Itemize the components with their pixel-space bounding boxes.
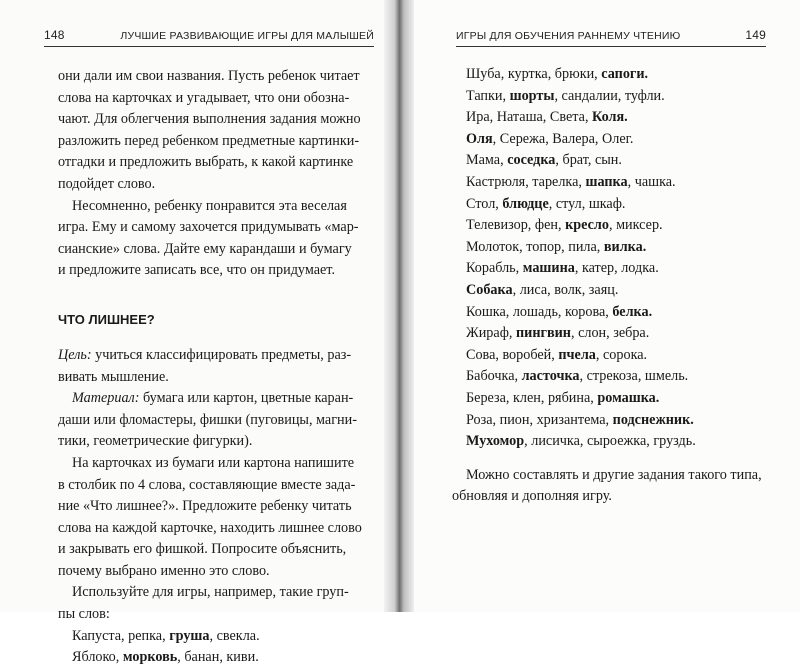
text-line: они дали им свои названия. Пусть ребенок читает bbox=[58, 68, 360, 84]
text-line: слова на карточках и угадывает, что они обозна- bbox=[58, 89, 350, 106]
word-group bbox=[466, 129, 772, 151]
text-line: отгадки и предложить выбрать, к какой картинке bbox=[58, 154, 354, 171]
odd-word: белка. bbox=[612, 303, 653, 320]
word-text: Телевизор, фен, bbox=[466, 217, 566, 234]
text-line: тики, геометрические фигурки). bbox=[58, 433, 253, 450]
text-line: и закрывать его фишкой. Попросите объяснить, bbox=[58, 541, 347, 558]
text-line: вивать мышление. bbox=[58, 368, 169, 385]
word-text: , катер, лодка. bbox=[574, 260, 659, 277]
word-text: Стол, bbox=[466, 195, 503, 212]
text-line: сианские» слова. Дайте ему карандаши и бумагу bbox=[58, 240, 352, 257]
word-text: , лисичка, сыроежка, груздь. bbox=[524, 433, 696, 450]
word-group-list bbox=[452, 64, 772, 453]
odd-word: пчела bbox=[558, 346, 596, 363]
odd-word: ромашка. bbox=[597, 389, 660, 406]
word-text: Ира, Наташа, Света, bbox=[466, 109, 593, 126]
text-line: подойдет слово. bbox=[58, 175, 156, 192]
odd-word: машина bbox=[522, 260, 575, 277]
word-text: , слон, зебра. bbox=[570, 325, 650, 342]
word-text: , сандалии, туфли. bbox=[554, 87, 665, 104]
odd-word: ласточка bbox=[521, 368, 580, 385]
text-line: разложить перед ребенком предметные картинки- bbox=[58, 132, 360, 149]
text-line: Можно составлять и другие задания такого типа, bbox=[466, 466, 762, 483]
text-line: слова на каждой карточке, находить лишнее слово bbox=[58, 519, 362, 536]
word-group bbox=[466, 410, 772, 432]
word-group bbox=[466, 172, 772, 194]
word-text: , стул, шкаф. bbox=[548, 195, 626, 212]
word-group bbox=[466, 215, 772, 237]
word-group bbox=[466, 258, 772, 280]
word-group bbox=[466, 64, 772, 86]
word-text: Бабочка, bbox=[466, 368, 522, 385]
word-group bbox=[466, 431, 772, 453]
running-header: ЛУЧШИЕ РАЗВИВАЮЩИЕ ИГРЫ ДЛЯ МАЛЫШЕЙ bbox=[120, 30, 374, 42]
word-text: , миксер. bbox=[608, 217, 663, 234]
word-group bbox=[466, 194, 772, 216]
odd-word: груша bbox=[169, 627, 210, 644]
word-group bbox=[466, 366, 772, 388]
text-line: даши или фломастеры, фишки (пуговицы, магни- bbox=[58, 411, 357, 428]
material-label: Материал: bbox=[72, 390, 140, 407]
word-text: Молоток, топор, пила, bbox=[466, 238, 604, 255]
odd-word: подснежник. bbox=[612, 411, 694, 428]
right-page-body bbox=[452, 64, 772, 508]
word-text: , Сережа, Валера, Олег. bbox=[492, 130, 634, 147]
word-text: Яблоко, bbox=[72, 649, 123, 666]
odd-word: Собака bbox=[466, 281, 513, 298]
word-text: , лиса, волк, заяц. bbox=[512, 281, 619, 298]
word-text: , банан, киви. bbox=[177, 649, 259, 666]
word-text: Кастрюля, тарелка, bbox=[466, 173, 586, 190]
odd-word: кресло bbox=[565, 217, 609, 234]
odd-word: сапоги. bbox=[601, 66, 649, 82]
section-title: ЧТО ЛИШНЕЕ? bbox=[58, 311, 155, 327]
odd-word: Коля. bbox=[592, 109, 628, 126]
text-line: ние «Что лишнее?». Предложите ребенку читать bbox=[58, 498, 352, 515]
odd-word: шапка bbox=[585, 173, 628, 190]
page-number: 149 bbox=[745, 28, 766, 42]
text-line: Используйте для игры, например, такие груп- bbox=[72, 584, 349, 601]
word-group bbox=[466, 302, 772, 324]
left-page bbox=[0, 0, 398, 666]
word-text: , стрекоза, шмель. bbox=[579, 368, 689, 385]
word-group bbox=[466, 345, 772, 367]
left-page-header bbox=[44, 20, 374, 47]
word-text: , сорока. bbox=[595, 346, 648, 363]
odd-word: Оля bbox=[466, 130, 493, 147]
word-group bbox=[72, 626, 376, 648]
goal-text: учиться классифицировать предметы, раз- bbox=[91, 346, 352, 363]
text-line: игра. Ему и самому захочется придумывать «мар- bbox=[58, 219, 359, 236]
word-text: Корабль, bbox=[466, 260, 523, 277]
word-text: Жираф, bbox=[466, 325, 516, 342]
text-line: пы слов: bbox=[58, 606, 110, 623]
word-text: , брат, сын. bbox=[555, 152, 622, 169]
odd-word: блюдце bbox=[502, 195, 549, 212]
text-line: в столбик по 4 слова, составляющие вместе зада- bbox=[58, 476, 356, 493]
right-page-header bbox=[456, 20, 766, 47]
text-line: и предложите записать все, что он придумает. bbox=[58, 262, 335, 279]
word-group bbox=[466, 86, 772, 108]
word-text: Роза, пион, хризантема, bbox=[466, 411, 613, 428]
goal-label: Цель: bbox=[58, 346, 92, 363]
word-group-list bbox=[58, 626, 376, 669]
word-text: , свекла. bbox=[209, 627, 260, 644]
word-group bbox=[466, 107, 772, 129]
material-text: бумага или картон, цветные каран- bbox=[139, 390, 354, 407]
text-line: почему выбрано именно это слово. bbox=[58, 562, 270, 579]
word-group bbox=[466, 237, 772, 259]
text-line: обновляя и дополняя игру. bbox=[452, 488, 612, 505]
odd-word: пингвин bbox=[515, 325, 571, 342]
word-text: Шуба, куртка, брюки, bbox=[466, 66, 602, 82]
text-line: чают. Для облегчения выполнения задания можно bbox=[58, 111, 361, 128]
word-group bbox=[466, 280, 772, 302]
word-group bbox=[72, 647, 376, 669]
word-text: Мама, bbox=[466, 152, 508, 169]
left-page-body bbox=[58, 66, 376, 669]
page-number: 148 bbox=[44, 28, 65, 42]
odd-word: Мухомор bbox=[466, 433, 525, 450]
word-text: Сова, воробей, bbox=[466, 346, 559, 363]
text-line: На карточках из бумаги или картона напишите bbox=[72, 454, 355, 471]
odd-word: соседка bbox=[507, 152, 556, 169]
goal-line bbox=[58, 345, 376, 367]
material-line bbox=[58, 388, 376, 410]
word-group bbox=[466, 150, 772, 172]
word-group bbox=[466, 388, 772, 410]
word-text: Тапки, bbox=[466, 87, 510, 104]
word-text: , чашка. bbox=[627, 173, 676, 190]
word-group bbox=[466, 323, 772, 345]
odd-word: шорты bbox=[509, 87, 555, 104]
word-text: Береза, клен, рябина, bbox=[466, 389, 598, 406]
book-gutter bbox=[384, 0, 414, 612]
running-header: ИГРЫ ДЛЯ ОБУЧЕНИЯ РАННЕМУ ЧТЕНИЮ bbox=[456, 30, 681, 42]
word-text: Кошка, лошадь, корова, bbox=[466, 303, 613, 320]
word-text: Капуста, репка, bbox=[72, 627, 170, 644]
odd-word: вилка. bbox=[603, 238, 647, 255]
odd-word: морковь bbox=[122, 649, 178, 666]
text-line: Несомненно, ребенку понравится эта веселая bbox=[72, 197, 347, 214]
